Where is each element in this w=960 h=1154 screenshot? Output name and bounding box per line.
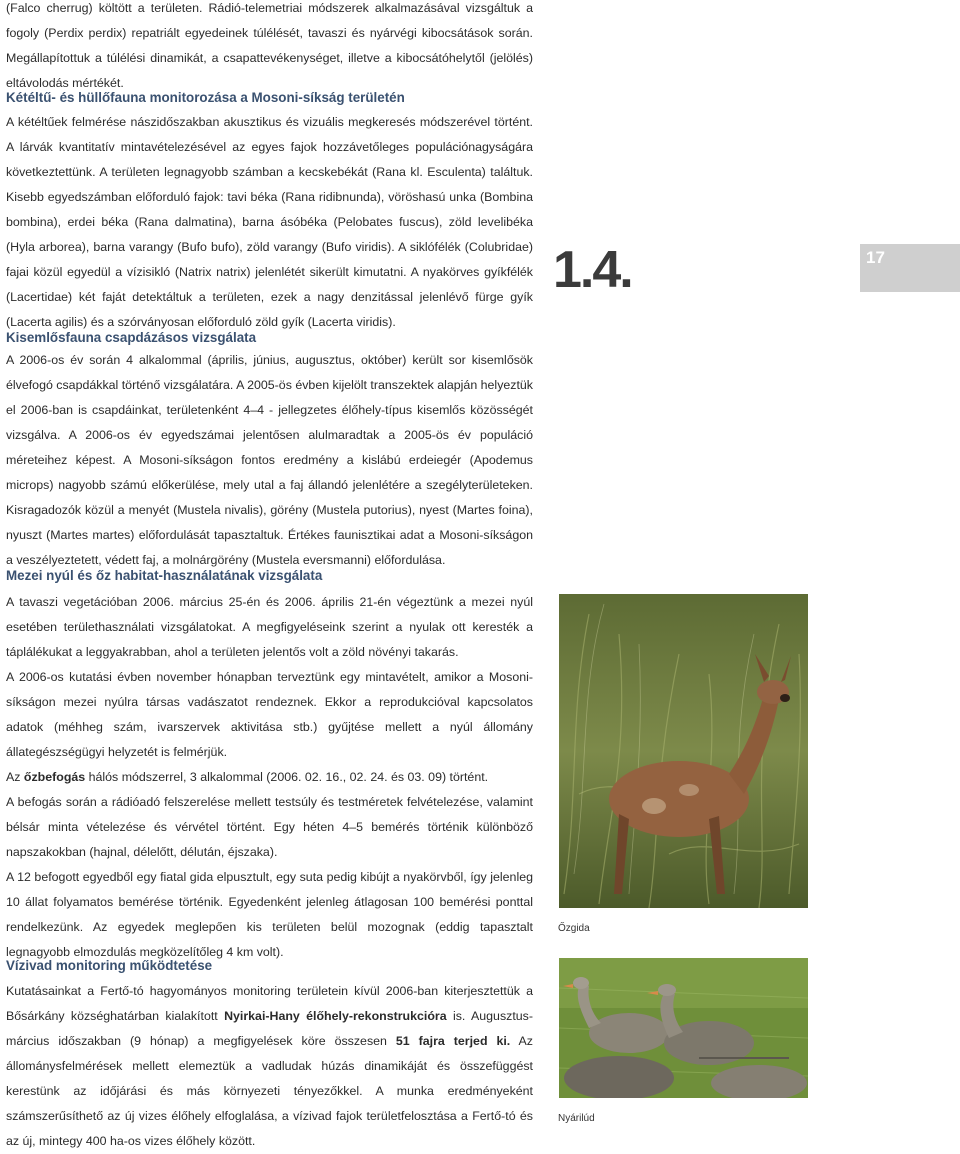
mammal-section-title: Kisemlősfauna csapdázásos vizsgálata xyxy=(6,330,257,345)
page-number-box xyxy=(860,244,960,292)
deer-image xyxy=(559,594,808,908)
geese-caption: Nyárilúd xyxy=(558,1113,595,1124)
hare-p3-post: hálós módszerrel, 3 alkalommal (2006. 02. 16., 02. 24. és 03. 09) történt. xyxy=(85,770,489,784)
water-text-1: Kutatásainkat a Fertő-tó hagyományos monitoring területein kívül 2006-ban kiterjesztettük a Bősárkány községhatárban kialakított xyxy=(6,984,533,1023)
geese-image xyxy=(559,958,808,1098)
mammal-section-body: A 2006-os év során 4 alkalommal (április, június, augusztus, október) került sor kisemlősök élvefogó csapdákkal történő vizsgálatára. A 2005-ös évben kijelölt transzektek alapján helyeztük el 2006-ban is csapdáinkat, területenként 4–4 - jellegzetes élőhely-típus kisemlős közösségét vizsgálva. A 2006-os év egyedszámai jelentősen alulmaradtak a 2005-ös év populáció méreteihez képest. A Mosoni-síkságon fontos eredmény a kislábú erdeiegér (Apodemus microps) nagyobb számú előkerülése, mely utal a faj állandó jelenlétére a szegélyterületeken. Kisragadozók közül a menyét (Mustela nivalis), görény (Mustela putorius), nyest (Martes foina), nyuszt (Martes martes) előfordulását tapasztaltuk. Értékes faunisztikai adat a Mosoni-síkságon a veszélyeztetett, védett faj, a molnárgörény (Mustela eversmanni) előfordulása. xyxy=(6,353,533,567)
hare-p3-bold: őzbefogás xyxy=(23,770,86,784)
hare-section-title: Mezei nyúl és őz habitat-használatának vizsgálata xyxy=(6,568,323,583)
geese-photo xyxy=(559,958,808,1098)
hare-paragraph-5: A 12 befogott egyedből egy fiatal gida elpusztult, egy suta pedig kibújt a nyakörvből, így jelenleg 10 állat folyamatos bemérése történik. Egyedenként jelenleg átlagosan 100 bemérési ponttal rendelkezünk. Az egyedek meglepően kis területen belül mozognak (eddig tapasztalt legnagyobb elmozdulás megközelítőleg 4 km volt). xyxy=(6,870,533,959)
hare-paragraph-3 xyxy=(6,765,533,790)
intro-paragraph: (Falco cherrug) költött a területen. Rádió-telemetriai módszerek alkalmazásával vizsgáltuk a fogoly (Perdix perdix) repatriált egyedeinek túlélését, tavaszi és nyárvégi kibocsátások során. Megállapítottuk a túlélési dinamikát, a csapattevékenységet, illetve a kibocsátóhelytől (jelölés) eltávolodás mértékét. xyxy=(6,1,533,90)
herp-section-title: Kétéltű- és hüllőfauna monitorozása a Mosoni-síkság területén xyxy=(6,90,405,105)
water-bold-2: 51 fajra terjed ki. xyxy=(395,1034,511,1048)
water-text-3: Az állománysfelmérések mellett elemeztük a vadludak húzás dinamikáját és összefüggést kerestünk az időjárási és más környezeti tényezőkkel. A munka eredményeként számszerűsíthető az új vizes élőhely elfoglalása, a vízivad fajok területfelosztása a Fertő-tó és az új, mintegy 400 ha-os vizes élőhely között. xyxy=(6,1034,533,1148)
water-bold-1: Nyirkai-Hany élőhely-rekonstrukcióra xyxy=(224,1009,447,1023)
water-section-title: Vízivad monitoring működtetése xyxy=(6,958,213,973)
page-number: 17 xyxy=(866,248,885,267)
hare-p3-pre: Az xyxy=(6,770,24,784)
hare-paragraph-4: A befogás során a rádióadó felszerelése mellett testsúly és testméretek felvételezése, valamint bélsár minta vételezése és vérvétel történt. Egy héten 4–5 bemérés történik különböző napszakokban (hajnal, délelőtt, délután, éjszaka). xyxy=(6,795,533,859)
hare-paragraph-1: A tavaszi vegetációban 2006. március 25-én és 2006. április 21-én végeztünk a mezei nyúl esetében területhasználati vizsgálatokat. A megfigyeléseink szerint a nyulak ott keresték a táplálékukat a leggyakrabban, ahol a területen jelentős volt a zöld növényi takarás. xyxy=(6,595,533,659)
water-section-body xyxy=(6,979,533,1154)
hare-paragraph-2: A 2006-os kutatási évben november hónapban terveztünk egy mintavételt, amikor a Mosoni-síkságon mezei nyúlra társas vadászatot rendeznek. Ekkor a reprodukcióval kapcsolatos adatok (méhheg szám, ivarszervek aktivitása stb.) gyűjtése mellett a nyúl állomány állategészségügyi helyzetét is felmérjük. xyxy=(6,670,533,759)
water-text-2: is. Augusztus-március időszakban (9 hónap) a megfigyelések köre összesen xyxy=(6,1009,533,1048)
deer-caption: Őzgida xyxy=(558,923,590,934)
deer-photo xyxy=(559,594,808,908)
herp-section-body: A kétéltűek felmérése nászidőszakban akusztikus és vizuális megkeresés módszerével történt. A lárvák kvantitatív mintavételezésével az egyes fajok hozzávetőleges populációnagyságára következtettünk. A területen legnagyobb számban a kecskebékát (Rana kl. Esculenta) találtuk. Kisebb egyedszámban előforduló fajok: tavi béka (Rana ridibnunda), vöröshasú unka (Bombina bombina), erdei béka (Rana dalmatina), barna ásóbéka (Pelobates fuscus), zöld levelibéka (Hyla arborea), barna varangy (Bufo bufo), zöld varangy (Bufo viridis). A siklófélék (Colubridae) fajai közül egyedül a vízisikló (Natrix natrix) jelenlétét sikerült kimutatni. A nyakörves gyíkfélék (Lacertidae) két faját detektáltuk a területen, ezek a nagy denzitással jelenlévő fürge gyík (Lacerta agilis) és a szórványosan előforduló zöld gyík (Lacerta viridis). xyxy=(6,115,533,329)
hare-section-body xyxy=(6,590,533,965)
section-number: 1.4. xyxy=(553,241,632,299)
